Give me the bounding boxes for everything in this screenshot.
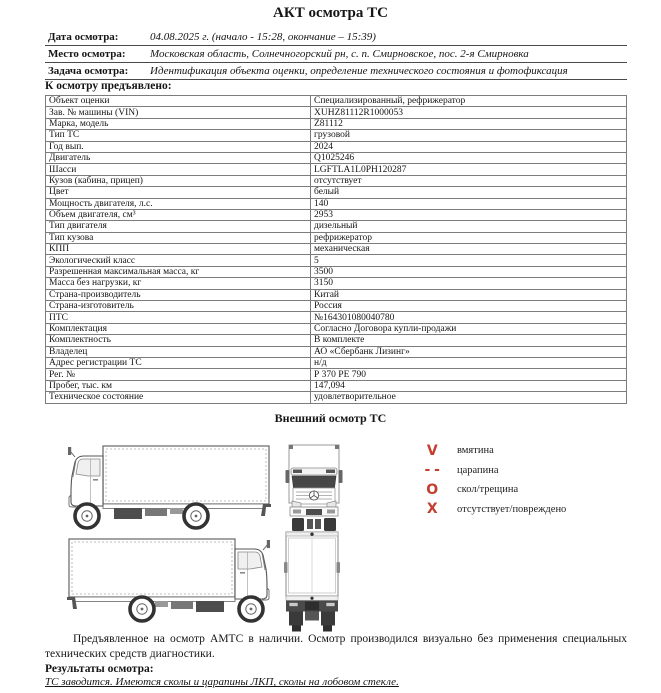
- vehicle-table-row: [46, 221, 627, 232]
- meta-row-date: [45, 29, 627, 46]
- meta-label-place: Место осмотра:: [48, 48, 126, 60]
- parameter-name-cell: Объем двигателя, см³: [46, 209, 311, 220]
- legend-label-missing: отсутствует/повреждено: [457, 503, 567, 515]
- parameter-value-cell: 2953: [311, 209, 627, 220]
- parameter-value-cell: АО «Сбербанк Лизинг»: [311, 346, 627, 357]
- footer: [45, 632, 627, 688]
- vehicle-table-row: [46, 392, 627, 403]
- parameter-value-cell: 140: [311, 198, 627, 209]
- inspection-conclusion: Предъявленное на осмотр АМТС в наличии. Осмотр производился визуально без применения специальных технических средств диагностики.: [45, 633, 627, 661]
- vehicle-table-row: [46, 266, 627, 277]
- parameter-value-cell: дизельный: [311, 221, 627, 232]
- parameter-value-cell: механическая: [311, 244, 627, 255]
- vehicle-table-row: [46, 232, 627, 243]
- parameter-name-cell: Техническое состояние: [46, 392, 311, 403]
- vehicle-table-row: [46, 152, 627, 163]
- parameter-value-cell: Z81112: [311, 118, 627, 129]
- legend-label-dent: вмятина: [457, 445, 494, 457]
- parameter-name-cell: Двигатель: [46, 152, 311, 163]
- chip-icon: O: [426, 481, 438, 498]
- parameter-value-cell: Р 370 РЕ 790: [311, 369, 627, 380]
- parameter-value-cell: рефрижератор: [311, 232, 627, 243]
- parameter-value-cell: LGFTLA1L0PH120287: [311, 164, 627, 175]
- truck-front-drawing: [285, 443, 343, 533]
- vehicle-table-row: [46, 198, 627, 209]
- vehicle-table-row: [46, 187, 627, 198]
- vehicle-table-row: [46, 369, 627, 380]
- vehicle-table-row: [46, 96, 627, 107]
- parameter-name-cell: Комплектация: [46, 323, 311, 334]
- vehicle-table-row: [46, 323, 627, 334]
- parameter-value-cell: XUHZ81112R1000053: [311, 107, 627, 118]
- legend-label-chip: скол/трещина: [457, 484, 519, 496]
- vehicle-table-row: [46, 380, 627, 391]
- parameter-name-cell: Тип кузова: [46, 232, 311, 243]
- dent-icon: V: [426, 442, 438, 459]
- vehicle-table-row: [46, 175, 627, 186]
- vehicle-table-row: [46, 164, 627, 175]
- parameter-name-cell: Масса без нагрузки, кг: [46, 278, 311, 289]
- vehicle-table: [45, 95, 627, 404]
- parameter-name-cell: Цвет: [46, 187, 311, 198]
- truck-side-right-drawing: [64, 534, 272, 626]
- parameter-value-cell: 5: [311, 255, 627, 266]
- parameter-value-cell: отсутствует: [311, 175, 627, 186]
- meta-value-date: 04.08.2025 г. (начало - 15:28, окончание – 15:39): [150, 31, 376, 43]
- parameter-name-cell: Владелец: [46, 346, 311, 357]
- meta-label-task: Задача осмотра:: [48, 65, 129, 77]
- results-heading: Результаты осмотра:: [45, 663, 154, 676]
- parameter-name-cell: Тип ТС: [46, 130, 311, 141]
- inspection-meta: [45, 29, 627, 80]
- legend-item-dent: [421, 441, 566, 461]
- vehicle-table-row: [46, 141, 627, 152]
- document-title: АКТ осмотра ТС: [273, 5, 388, 21]
- parameter-value-cell: 2024: [311, 141, 627, 152]
- vehicle-table-row: [46, 244, 627, 255]
- parameter-name-cell: Объект оценки: [46, 96, 311, 107]
- parameter-value-cell: Q1025246: [311, 152, 627, 163]
- vehicle-table-row: [46, 130, 627, 141]
- parameter-value-cell: удовлетворительное: [311, 392, 627, 403]
- parameter-name-cell: Экологический класс: [46, 255, 311, 266]
- external-inspection-heading: Внешний осмотр ТС: [274, 411, 387, 425]
- parameter-name-cell: Марка, модель: [46, 118, 311, 129]
- parameter-value-cell: 3500: [311, 266, 627, 277]
- missing-icon: X: [426, 501, 438, 518]
- vehicle-table-row: [46, 289, 627, 300]
- parameter-name-cell: КПП: [46, 244, 311, 255]
- meta-label-date: Дата осмотра:: [48, 31, 119, 43]
- parameter-name-cell: Мощность двигателя, л.с.: [46, 198, 311, 209]
- meta-value-task: Идентификация объекта оценки, определение технического состояния и фотофиксация: [150, 65, 568, 77]
- truck-side-left-drawing: [66, 443, 274, 531]
- legend-label-scratch: царапина: [457, 464, 499, 476]
- legend-item-chip: [421, 480, 566, 500]
- parameter-name-cell: Зав. № машины (VIN): [46, 107, 311, 118]
- parameter-value-cell: грузовой: [311, 130, 627, 141]
- damage-legend: [421, 441, 566, 519]
- parameter-value-cell: Согласно Договора купли-продажи: [311, 323, 627, 334]
- parameter-name-cell: Шасси: [46, 164, 311, 175]
- vehicle-table-row: [46, 346, 627, 357]
- parameter-value-cell: Китай: [311, 289, 627, 300]
- parameter-name-cell: Адрес регистрации ТС: [46, 357, 311, 368]
- vehicle-table-row: [46, 255, 627, 266]
- vehicle-table-body: [46, 96, 627, 404]
- parameter-name-cell: Рег. №: [46, 369, 311, 380]
- parameter-value-cell: 147,094: [311, 380, 627, 391]
- parameter-name-cell: Страна-изготовитель: [46, 301, 311, 312]
- vehicle-table-row: [46, 278, 627, 289]
- meta-value-place: Московская область, Солнечногорский рн, с. п. Смирновское, пос. 2-я Смирновка: [150, 48, 529, 60]
- vehicle-table-row: [46, 357, 627, 368]
- parameter-value-cell: В комплекте: [311, 335, 627, 346]
- results-text: ТС заводится. Имеются сколы и царапины ЛКП, сколы на лобовом стекле.: [45, 676, 399, 689]
- vehicle-table-row: [46, 118, 627, 129]
- parameter-value-cell: белый: [311, 187, 627, 198]
- vehicle-table-row: [46, 312, 627, 323]
- meta-row-place: [45, 46, 627, 63]
- vehicle-table-row: [46, 209, 627, 220]
- parameter-value-cell: н/д: [311, 357, 627, 368]
- parameter-name-cell: ПТС: [46, 312, 311, 323]
- truck-rear-drawing: [284, 529, 340, 635]
- parameter-name-cell: Пробег, тыс. км: [46, 380, 311, 391]
- legend-item-scratch: [421, 461, 566, 481]
- parameter-name-cell: Разрешенная максимальная масса, кг: [46, 266, 311, 277]
- parameter-name-cell: Страна-производитель: [46, 289, 311, 300]
- parameter-value-cell: №164301080040780: [311, 312, 627, 323]
- parameter-name-cell: Комплектность: [46, 335, 311, 346]
- vehicle-table-row: [46, 301, 627, 312]
- meta-row-task: [45, 63, 627, 80]
- parameter-value-cell: Россия: [311, 301, 627, 312]
- parameter-name-cell: Тип двигателя: [46, 221, 311, 232]
- vehicle-table-row: [46, 107, 627, 118]
- presented-heading: К осмотру предъявлено:: [45, 80, 172, 92]
- parameter-value-cell: Специализированный, рефрижератор: [311, 96, 627, 107]
- parameter-name-cell: Год вып.: [46, 141, 311, 152]
- vehicle-table-row: [46, 335, 627, 346]
- parameter-value-cell: 3150: [311, 278, 627, 289]
- scratch-icon: - -: [424, 462, 440, 479]
- parameter-name-cell: Кузов (кабина, прицеп): [46, 175, 311, 186]
- legend-item-missing: [421, 500, 566, 520]
